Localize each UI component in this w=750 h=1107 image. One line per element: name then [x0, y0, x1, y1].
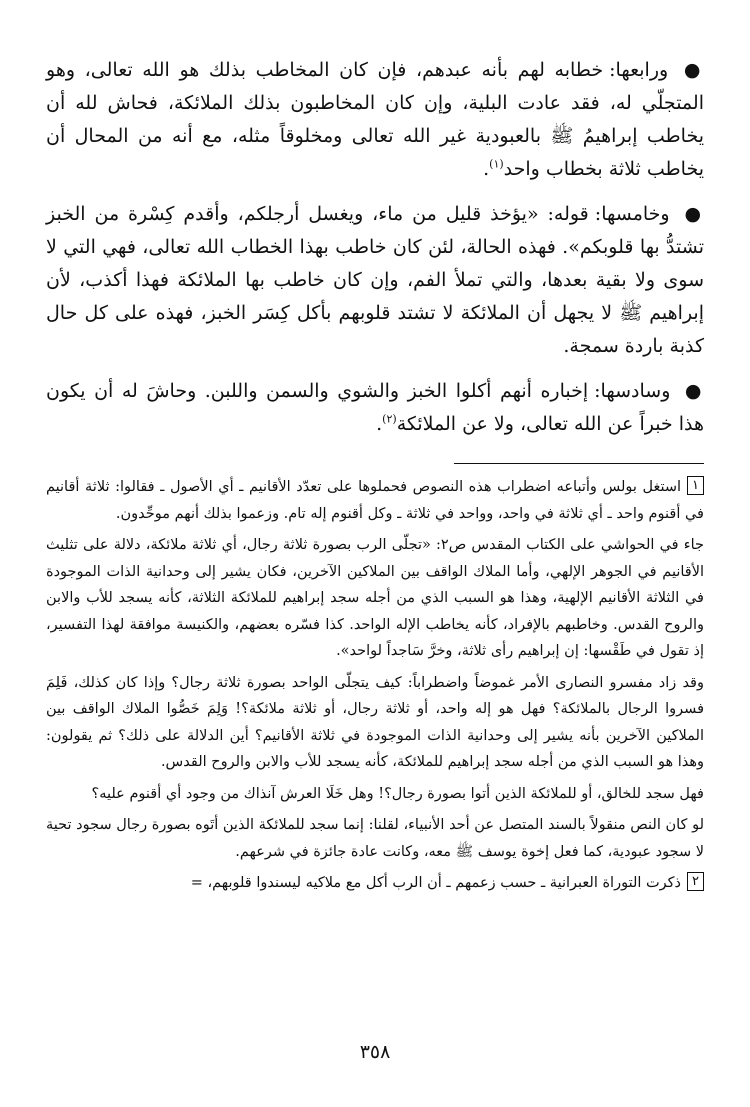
footnotes [46, 474, 704, 902]
footnote-1-paragraph-2: جاء في الحواشي على الكتاب المقدس ص٢: «تجلّى الرب بصورة ثلاثة رجال، أي ثلاثة ملائكة، دلالة على تثليث الأقانيم في الجوهر الإلهي، وأما الملاك الواقف بين الملاكين الآخرين، فكان يشير إلى وحدانية الذات الموجودة في الثلاثة الأقانيم الإلهية، وهذا هو السبب الذي من أجله سجد إبراهيم للملائكة الثلاثة، كأنه يسجد للأب والابن والروح القدس. وخاطبهم بالإفراد، كأنه يخاطب الإله الواحد. كذا فسّره بعضهم، والكنيسة موافقة لهذا التفسير، إذ تقول في طَقْسها: إن إبراهيم رأى ثلاثة، وخرَّ سَاجداً لواحد». [46, 537, 704, 659]
paragraph-text: ورابعها: خطابه لهم بأنه عبدهم، فإن كان المخاطب بذلك هو الله تعالى، وهو المتجلّي له، فقد عادت البلية، وإن كان المخاطبون بذلك الملائكة، فحاش لله أن يخاطب إبراهيمُ ﷺ بالعبودية غير الله تعالى ومخلوقاً مثله، مع أنه من المحال أن يخاطب ثلاثة بخطاب واحد [46, 59, 704, 180]
bullet: ● [683, 59, 704, 81]
main-text [46, 54, 704, 453]
paragraph-text: وخامسها: قوله: «يؤخذ قليل من ماء، ويغسل أرجلكم، وأقدم كِسْرة من الخبز تشتدُّ بها قلوبكم». فهذه الحالة، لئن كان خاطب بهذا الخطاب الله تعالى، فهي التي لا سوى ولا بقية بعدها، والتي تملأ الفم، وإن كان خاطب بها الملائكة فهذا أكذب، لأن إبراهيم ﷺ لا يجهل أن الملائكة لا تشتد قلوبهم بأكل كِسَر الخبز، فهذه على كل حال كذبة باردة سمجة. [46, 203, 704, 357]
paragraph-text: وسادسها: إخباره أنهم أكلوا الخبز والشوي والسمن واللبن. وحاشَ له أن يكون هذا خبراً عن الله تعالى، ولا عن الملائكة [46, 380, 704, 435]
period: . [483, 158, 490, 180]
paragraph-fourth [46, 54, 704, 186]
footnote-1-paragraph-3: وقد زاد مفسرو النصارى الأمر غموضاً واضطراباً: كيف يتجلّى الواحد بصورة ثلاثة رجال؟ وإذا كان كذلك، فَلِمَ فسروا الرجال بالملائكة؟ فهل هو إله واحد، أو ثلاثة رجال، أو ثلاثة ملائكة؟! وَلِمَ خَصُّوا الملاك الواقف بين الملاكين الآخرين بأنه يشير إلى وحدانية الذات الموجودة في ثلاثة الأقانيم؟ أين الدلالة على ذلك؟ ثم يقولون: وهذا هو السبب الذي من أجله سجد إبراهيم للملائكة، كأنه يسجد للأب والابن والروح القدس. [46, 674, 704, 770]
footnote-text: ذكرت التوراة العبرانية ـ حسب زعمهم ـ أن الرب أكل مع ملاكيه ليسندوا قلوبهم، = [190, 875, 682, 891]
footnote-ref-1: (١) [489, 157, 504, 171]
footnote-1-paragraph-4: فهل سجد للخالق، أو للملائكة الذين أتوا بصورة رجال؟! وهل خَلَا العرش آنذاك من وجود أي أقنوم عليه؟ [91, 785, 704, 802]
footnote-ref-2: (٢) [382, 412, 397, 426]
period: . [376, 413, 383, 435]
paragraph-sixth [46, 375, 704, 441]
footnote-number-2: ٢ [687, 872, 704, 891]
bullet: ● [684, 203, 704, 225]
footnote-text: استغل بولس وأتباعه اضطراب هذه النصوص فحملوها على تعدّد الأقانيم ـ أي الأصول ـ فقالوا: ثلاثة أقانيم في أقنوم واحد ـ أي ثلاثة في واحد، وواحد في ثلاثة ـ وكل أقنوم إله تام. وزعموا بذلك أنهم موحِّدون. [46, 479, 704, 522]
footnote-1 [46, 474, 704, 527]
footnote-1-paragraph-5: لو كان النص منقولاً بالسند المتصل عن أحد الأنبياء، لقلنا: إنما سجد للملائكة الذين أتَوه بصورة رجال سجود تحية لا سجود عبودية، كما فعل إخوة يوسف ﷺ معه، وكانت عادة جائزة في شرعهم. [46, 817, 704, 860]
footnote-2 [46, 870, 704, 897]
bullet: ● [684, 380, 704, 402]
page-number: ٣٥٨ [359, 1041, 391, 1063]
footnote-separator [454, 463, 704, 464]
footnote-number-1: ١ [687, 476, 704, 495]
paragraph-fifth [46, 198, 704, 363]
